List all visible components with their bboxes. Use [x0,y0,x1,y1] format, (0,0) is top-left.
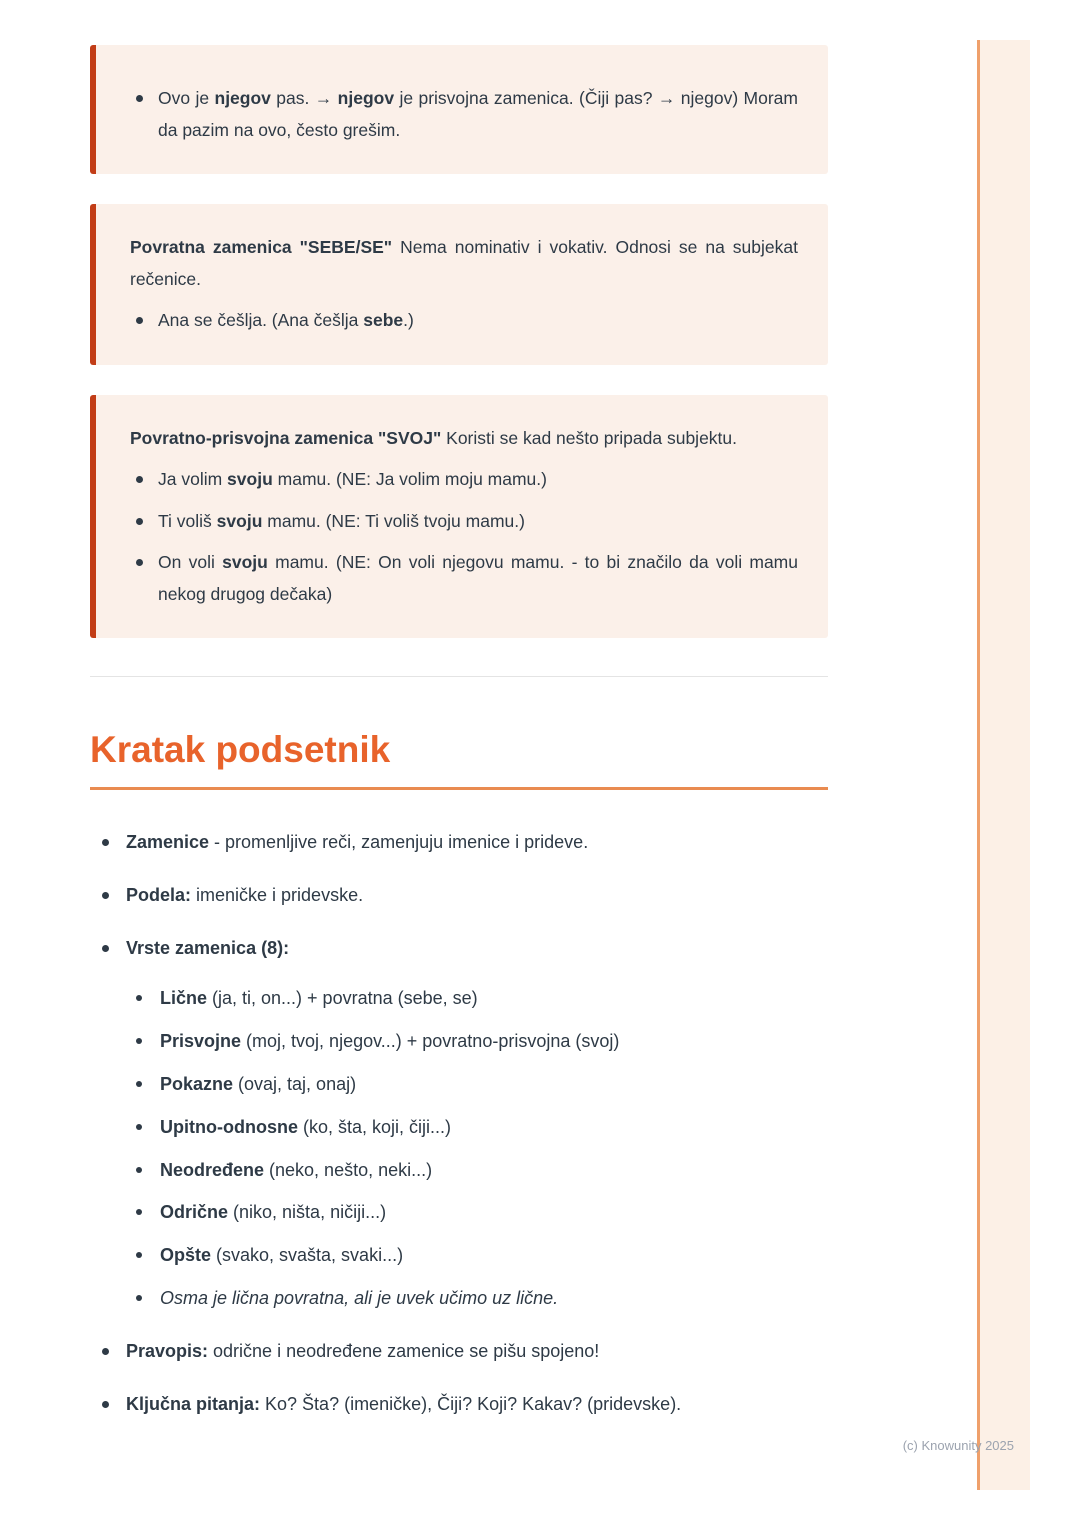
text-segment: (svako, svašta, svaki...) [211,1245,404,1266]
section-heading: Kratak podsetnik [90,729,828,790]
bullet-item [130,464,798,496]
text-segment: Ti voliš [158,510,217,531]
pronoun-type-item [126,1027,828,1056]
document-page [90,0,828,1442]
text-segment: (ja, ti, on...) + povratna (sebe, se) [207,988,478,1009]
text-segment: Povratno-prisvojna zamenica "SVOJ" [130,427,442,448]
text-segment: Ana se češlja. (Ana češlja [158,310,364,330]
bullet-item [130,506,798,538]
pronoun-type-item [126,1070,828,1099]
text-segment: Ja volim [158,469,228,489]
callout-header [130,423,798,455]
text-segment: Ključna pitanja: [126,1393,261,1414]
text-segment: mamu. (NE: Ja volim moju mamu.) [272,469,547,489]
summary-item [90,1390,828,1419]
text-segment: Pravopis: [126,1340,209,1361]
summary-item [90,1337,828,1366]
text-segment: svoju [222,552,268,572]
callout-bullet-list [130,83,798,146]
text-segment: On voli [158,552,223,572]
text-segment: Upitno-odnosne [160,1116,298,1137]
text-segment: njegov [337,88,395,108]
summary-item [90,881,828,910]
bullet-item [130,305,798,337]
summary-item-label [126,938,289,958]
summary-item [90,828,828,857]
page-edge-band [980,40,1030,1490]
text-segment: mamu. (NE: On voli njegovu mamu. - to bi značilo da voli mamu nekog drugog dečaka) [158,552,798,604]
text-segment: Osma je lična povratna, ali je uvek učimo uz lične. [160,1287,559,1308]
section-divider [90,676,828,677]
text-segment: (niko, ništa, ničiji...) [228,1202,387,1223]
text-segment: Prisvojne [160,1031,242,1052]
text-segment: Ko? Šta? (imeničke), Čiji? Koji? Kakav? (pridevske). [260,1393,682,1414]
text-segment: Povratna zamenica "SEBE/SE" [130,237,393,257]
pronoun-type-item [126,1198,828,1227]
text-segment: odrične i neodređene zamenice se pišu spojeno! [208,1340,600,1361]
copyright-watermark: (c) Knowunity 2025 [902,1438,1014,1453]
bullet-item [130,547,798,610]
text-segment: - promenljive reči, zamenjuju imenice i prideve. [209,832,589,852]
text-segment: sebe [363,310,404,330]
text-segment: svoju [227,469,273,489]
text-segment: je prisvojna zamenica. (Čiji pas? → njegov) Moram da pazim na ovo, često grešim. [158,88,798,140]
text-segment: svoju [216,510,263,531]
text-segment: Podela: [126,884,192,905]
text-segment: (ko, šta, koji, čiji...) [297,1116,452,1137]
text-segment: Zamenice [126,832,210,852]
callout-header [130,232,798,295]
text-segment: Neodređene [160,1159,265,1180]
text-segment: njegov [214,88,271,108]
pronoun-type-item [126,1156,828,1185]
callout-prisvojna-example [90,45,828,174]
pronoun-type-item [126,984,828,1013]
callout-povratno-prisvojna-zamenica [90,395,828,639]
text-segment: Ovo je [158,88,215,108]
text-segment: Nema nominativ i vokativ. Odnosi se na subjekat rečenice. [130,237,798,289]
bullet-item [130,83,798,146]
text-segment: Lične [160,988,208,1009]
pronoun-type-item [126,1113,828,1142]
callout-bullet-list [130,305,798,337]
pronoun-type-item [126,1284,828,1313]
text-segment: (ovaj, taj, onaj) [233,1073,357,1094]
text-segment: Pokazne [160,1073,234,1094]
text-segment: Odrične [160,1202,229,1223]
text-segment: Vrste zamenica (8): [126,937,290,958]
summary-item [90,934,828,1313]
text-segment: (moj, tvoj, njegov...) + povratno-prisvojna (svoj) [241,1031,620,1052]
text-segment: (neko, nešto, neki...) [264,1159,433,1180]
summary-list [90,828,828,1418]
text-segment: imeničke i pridevske. [191,884,364,905]
pronoun-types-list [126,984,828,1312]
text-segment: mamu. (NE: Ti voliš tvoju mamu.) [262,510,525,531]
pronoun-type-item [126,1241,828,1270]
text-segment: pas. → [270,88,338,108]
text-segment: Koristi se kad nešto pripada subjektu. [441,427,738,448]
callout-povratna-zamenica [90,204,828,365]
callout-bullet-list [130,464,798,610]
text-segment: Opšte [160,1245,212,1266]
text-segment: .) [403,310,414,330]
